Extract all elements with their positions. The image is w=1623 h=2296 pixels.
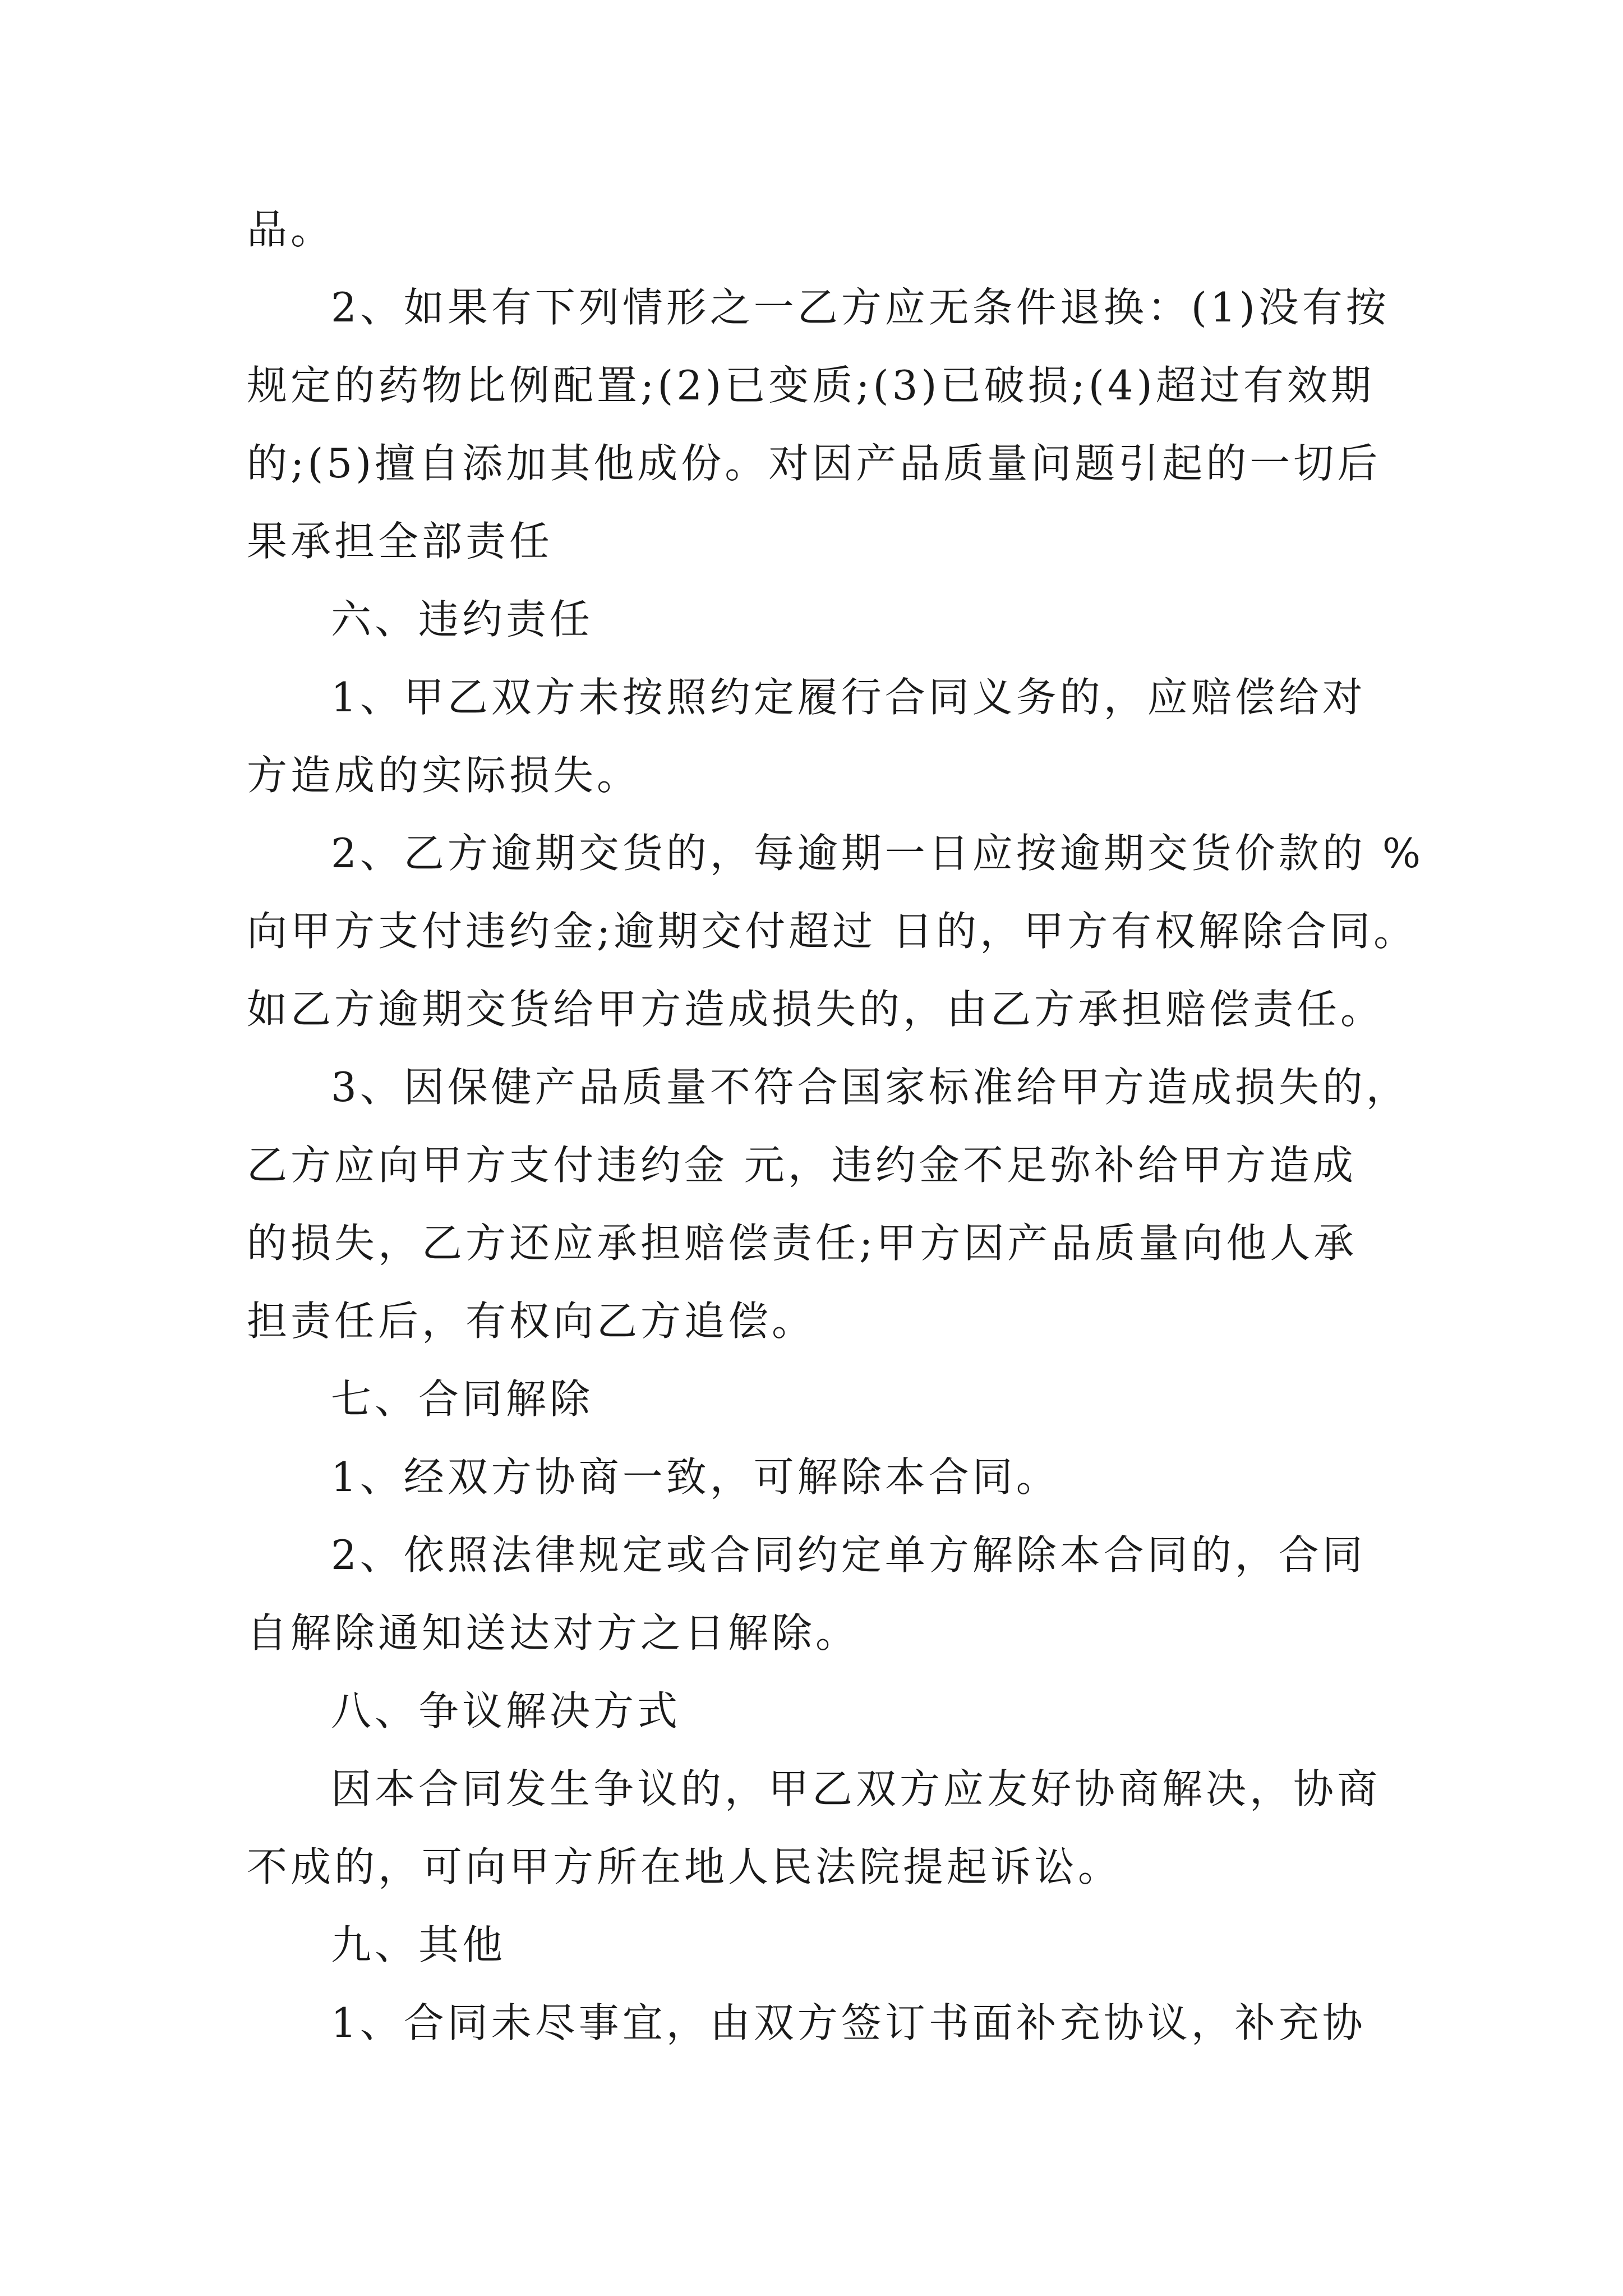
text-line-01: 品。 [247,206,335,253]
section-heading-9: 九、其他 [331,1921,506,1968]
text-line-08: 方造成的实际损失。 [247,752,641,799]
text-line-11: 如乙方逾期交货给甲方造成损失的，由乙方承担赔偿责任。 [247,986,1385,1033]
text-line-18: 2、依照法律规定或合同约定单方解除本合同的，合同 [331,1531,1366,1579]
text-line-03: 规定的药物比例配置;(2)已变质;(3)已破损;(4)超过有效期 [247,362,1375,409]
text-line-21: 因本合同发生争议的，甲乙双方应友好协商解决，协商 [331,1765,1381,1812]
text-line-09: 2、乙方逾期交货的，每逾期一日应按逾期交货价款的 % [331,830,1424,877]
text-line-22: 不成的，可向甲方所在地人民法院提起诉讼。 [247,1843,1122,1890]
text-line-15: 担责任后，有权向乙方追偿。 [247,1297,816,1345]
text-line-14: 的损失，乙方还应承担赔偿责任;甲方因产品质量向他人承 [247,1220,1358,1267]
text-line-04: 的;(5)擅自添加其他成份。对因产品质量问题引起的一切后 [247,440,1381,487]
text-line-24: 1、合同未尽事宜，由双方签订书面补充协议，补充协 [331,1999,1366,2046]
text-line-19: 自解除通知送达对方之日解除。 [247,1609,860,1657]
text-line-05: 果承担全部责任 [247,518,554,565]
section-heading-7: 七、合同解除 [331,1375,594,1423]
text-line-10: 向甲方支付违约金;逾期交付超过 日的，甲方有权解除合同。 [247,908,1418,955]
section-heading-6: 六、违约责任 [331,596,594,643]
text-line-13: 乙方应向甲方支付违约金 元，违约金不足弥补给甲方造成 [247,1142,1357,1189]
text-line-07: 1、甲乙双方未按照约定履行合同义务的，应赔偿给对 [331,674,1366,721]
text-line-02: 2、如果有下列情形之一乙方应无条件退换：(1)没有按 [331,284,1390,331]
text-line-12: 3、因保健产品质量不符合国家标准给甲方造成损失的， [331,1064,1410,1111]
text-line-17: 1、经双方协商一致，可解除本合同。 [331,1453,1060,1501]
document-body [247,191,1424,2062]
section-heading-8: 八、争议解决方式 [331,1687,681,1734]
